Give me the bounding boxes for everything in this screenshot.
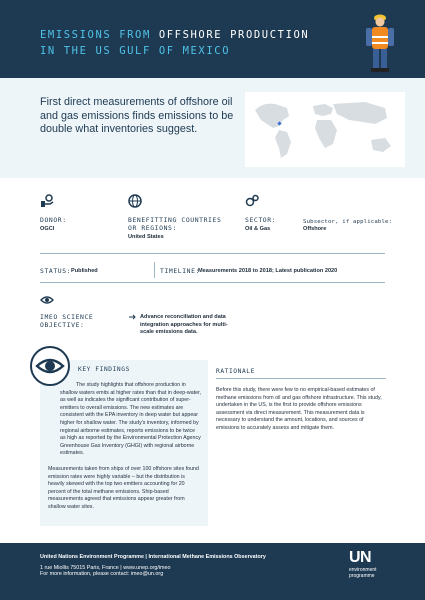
rationale-text: Before this study, there were few to no empirical-based estimates of methane emissions from oil and gas offshore infrastructure. This study, undertaken in the US, is the first to provide offshore emissions assessment via direct measurement. This measurement data is necessary to understand the amount, locations, and sources of emissions to accurately assess and mitigate them. <box>216 387 382 431</box>
offshore-worker-illustration <box>360 12 400 74</box>
eye-icon <box>40 293 54 307</box>
status-label: STATUS: <box>40 267 72 275</box>
findings-paragraph-1: The study highlights that offshore production in shallow waters emits at higher rates than that in deep-water, as well as indicates the significant contribution of super-emitters to overall emissions. The new estimates are consistent with the EPA inventory in deep water but appear higher for shallow water. The study's inventory, informed by regional airborne estimates, reports emissions to be twice as high as reported by the Environmental Protection Agency Greenhouse Gas Inventory (GHGI) with regional airborne estimates. <box>60 382 202 457</box>
divider-vertical <box>154 262 155 278</box>
footer-organization: United Nations Environment Programme | International Methane Emissions Observatory <box>40 554 266 560</box>
globe-icon <box>128 194 142 208</box>
objective-label: IMEO SCIENCE OBJECTIVE: <box>40 313 94 329</box>
title-part-1: EMISSIONS FROM <box>40 29 151 41</box>
objective-value: Advance reconciliation and data integration approaches for multi-scale emissions data. <box>140 314 228 335</box>
countries-label: BENEFITTING COUNTRIES OR REGIONS: <box>128 216 222 232</box>
sector-label: SECTOR: <box>245 216 277 224</box>
footer-contact-line: For more information, please contact: imeo@un.org <box>40 571 164 577</box>
eye-badge-icon <box>32 348 68 384</box>
sector-value: Oil & Gas <box>245 226 271 232</box>
countries-value: United States <box>128 234 164 240</box>
rationale-divider <box>216 378 386 379</box>
sector-icon <box>245 194 259 208</box>
rationale-title: RATIONALE <box>216 368 255 375</box>
unep-logo-env: environment <box>349 567 377 573</box>
title-part-2: OFFSHORE PRODUCTION <box>158 29 310 41</box>
unep-logo-prog: programme <box>349 573 375 579</box>
donor-label: DONOR: <box>40 216 67 224</box>
timeline-label: TIMELINE: <box>160 267 201 275</box>
subsector-label: Subsector, if applicable: <box>303 219 393 225</box>
footer-address-line: 1 rue Miollis 75015 Paris, France | www.unep.org/imeo <box>40 565 171 571</box>
page-title <box>40 27 350 59</box>
divider-1 <box>40 253 385 254</box>
world-map-graphic <box>245 92 405 167</box>
donor-value: OGCI <box>40 226 55 232</box>
findings-eye-badge <box>30 346 70 386</box>
summary-text: First direct measurements of offshore oil and gas emissions finds emissions to be double what inventories suggest. <box>40 96 234 135</box>
subsector-value: Offshore <box>303 226 327 232</box>
arrow-right-icon <box>129 314 137 320</box>
findings-title: KEY FINDINGS <box>78 366 130 373</box>
findings-paragraph-2: Measurements taken from ships of over 100 offshore sites found emission rates were highly variable – but the distribution is heavily skewed with the top two emitters accounting for 20 percent of the total methane emissions. Ship-based measurements agreed that emissions appear greater from shallow water sites. <box>48 466 199 510</box>
unep-logo <box>349 549 393 589</box>
location-map <box>245 92 405 167</box>
donor-icon <box>40 194 54 208</box>
title-part-3: IN THE US GULF OF MEXICO <box>40 45 231 57</box>
divider-2 <box>40 282 385 283</box>
footer-address <box>40 565 171 577</box>
unep-logo-mark: UN <box>349 549 372 566</box>
status-value: Published <box>71 268 98 274</box>
timeline-value: Measurements 2018 to 2018; Latest publication 2020 <box>198 268 338 274</box>
